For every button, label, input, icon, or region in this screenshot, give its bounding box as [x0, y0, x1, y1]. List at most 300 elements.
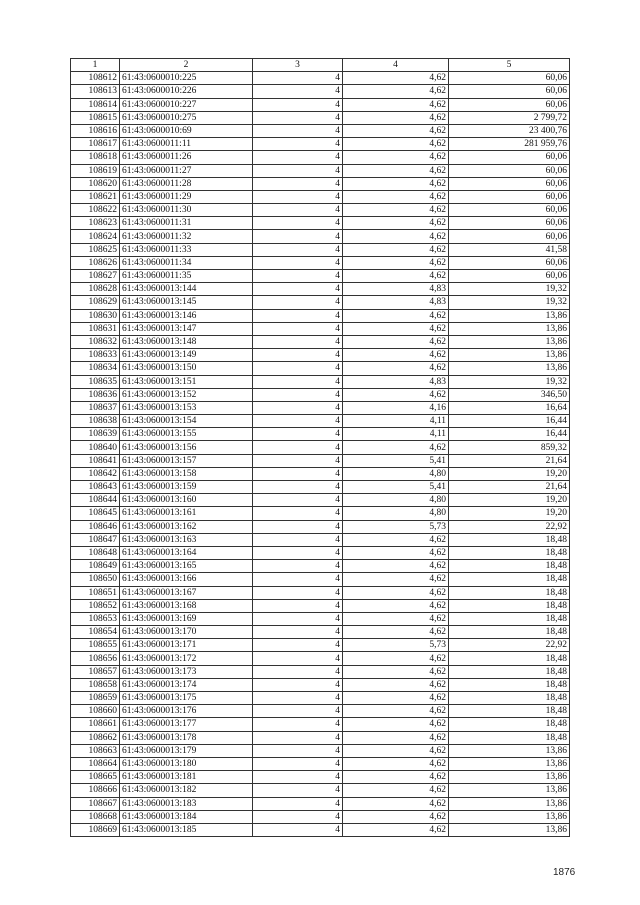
column-4-cell: 4,62: [343, 560, 449, 573]
table-row: [71, 256, 570, 269]
row-number-cell: 108619: [71, 164, 120, 177]
column-4-cell: 4,83: [343, 283, 449, 296]
table-row: [71, 678, 570, 691]
table-row: [71, 757, 570, 770]
table-row: [71, 375, 570, 388]
column-4-cell: 4,62: [343, 243, 449, 256]
column-4-cell: 4,62: [343, 217, 449, 230]
cadastral-number-cell: 61:43:0600013:165: [120, 560, 253, 573]
column-3-cell: 4: [253, 586, 343, 599]
cadastral-number-cell: 61:43:0600013:155: [120, 428, 253, 441]
column-3-cell: 4: [253, 177, 343, 190]
column-3-cell: 4: [253, 124, 343, 137]
cadastral-number-cell: 61:43:0600013:175: [120, 692, 253, 705]
cadastral-number-cell: 61:43:0600011:33: [120, 243, 253, 256]
table-row: [71, 309, 570, 322]
table-row: [71, 151, 570, 164]
cadastral-number-cell: 61:43:0600013:152: [120, 388, 253, 401]
table-row: [71, 612, 570, 625]
column-4-cell: 4,62: [343, 692, 449, 705]
column-3-cell: 4: [253, 388, 343, 401]
table-row: [71, 665, 570, 678]
page-number: 1876: [553, 867, 576, 878]
cadastral-number-cell: 61:43:0600013:173: [120, 665, 253, 678]
table-row: [71, 124, 570, 137]
row-number-cell: 108649: [71, 560, 120, 573]
amount-cell: 18,48: [449, 599, 570, 612]
column-3-cell: 4: [253, 428, 343, 441]
column-4-cell: 4,62: [343, 599, 449, 612]
column-4-cell: 4,62: [343, 256, 449, 269]
amount-cell: 18,48: [449, 626, 570, 639]
column-header-5: 5: [449, 59, 570, 72]
table-row: [71, 731, 570, 744]
column-4-cell: 4,62: [343, 362, 449, 375]
table-row: [71, 573, 570, 586]
cadastral-number-cell: 61:43:0600013:184: [120, 810, 253, 823]
column-3-cell: 4: [253, 718, 343, 731]
column-4-cell: 4,16: [343, 401, 449, 414]
cadastral-number-cell: 61:43:0600013:147: [120, 322, 253, 335]
amount-cell: 19,32: [449, 375, 570, 388]
row-number-cell: 108643: [71, 481, 120, 494]
cadastral-number-cell: 61:43:0600011:35: [120, 270, 253, 283]
row-number-cell: 108624: [71, 230, 120, 243]
amount-cell: 13,86: [449, 349, 570, 362]
table-row: [71, 296, 570, 309]
row-number-cell: 108641: [71, 454, 120, 467]
cadastral-number-cell: 61:43:0600013:168: [120, 599, 253, 612]
cadastral-number-cell: 61:43:0600010:227: [120, 98, 253, 111]
row-number-cell: 108650: [71, 573, 120, 586]
column-4-cell: 4,80: [343, 467, 449, 480]
column-4-cell: 4,62: [343, 111, 449, 124]
column-4-cell: 4,62: [343, 586, 449, 599]
amount-cell: 19,20: [449, 467, 570, 480]
amount-cell: 60,06: [449, 256, 570, 269]
amount-cell: 859,32: [449, 441, 570, 454]
table-row: [71, 190, 570, 203]
cadastral-number-cell: 61:43:0600013:144: [120, 283, 253, 296]
column-header-2: 2: [120, 59, 253, 72]
amount-cell: 13,86: [449, 797, 570, 810]
cadastral-number-cell: 61:43:0600013:180: [120, 757, 253, 770]
row-number-cell: 108642: [71, 467, 120, 480]
amount-cell: 18,48: [449, 678, 570, 691]
cadastral-number-cell: 61:43:0600013:163: [120, 533, 253, 546]
cadastral-number-cell: 61:43:0600013:149: [120, 349, 253, 362]
table-row: [71, 771, 570, 784]
amount-cell: 60,06: [449, 85, 570, 98]
row-number-cell: 108618: [71, 151, 120, 164]
table-row: [71, 72, 570, 85]
cadastral-number-cell: 61:43:0600010:275: [120, 111, 253, 124]
row-number-cell: 108639: [71, 428, 120, 441]
cadastral-number-cell: 61:43:0600013:166: [120, 573, 253, 586]
column-3-cell: 4: [253, 823, 343, 836]
column-3-cell: 4: [253, 494, 343, 507]
column-4-cell: 4,83: [343, 296, 449, 309]
column-3-cell: 4: [253, 138, 343, 151]
column-4-cell: 4,62: [343, 810, 449, 823]
amount-cell: 19,32: [449, 296, 570, 309]
table-row: [71, 270, 570, 283]
table-row: [71, 138, 570, 151]
column-4-cell: 4,62: [343, 151, 449, 164]
cadastral-number-cell: 61:43:0600013:170: [120, 626, 253, 639]
row-number-cell: 108635: [71, 375, 120, 388]
amount-cell: 60,06: [449, 204, 570, 217]
column-3-cell: 4: [253, 507, 343, 520]
column-3-cell: 4: [253, 362, 343, 375]
amount-cell: 18,48: [449, 560, 570, 573]
table-row: [71, 797, 570, 810]
amount-cell: 60,06: [449, 230, 570, 243]
column-4-cell: 4,62: [343, 652, 449, 665]
column-4-cell: 4,11: [343, 428, 449, 441]
row-number-cell: 108659: [71, 692, 120, 705]
table-row: [71, 639, 570, 652]
column-3-cell: 4: [253, 573, 343, 586]
column-4-cell: 4,62: [343, 388, 449, 401]
column-3-cell: 4: [253, 639, 343, 652]
row-number-cell: 108657: [71, 665, 120, 678]
amount-cell: 13,86: [449, 322, 570, 335]
column-4-cell: 4,62: [343, 85, 449, 98]
table-row: [71, 243, 570, 256]
column-3-cell: 4: [253, 256, 343, 269]
cadastral-number-cell: 61:43:0600013:185: [120, 823, 253, 836]
row-number-cell: 108631: [71, 322, 120, 335]
table-body: [71, 72, 570, 837]
column-3-cell: 4: [253, 309, 343, 322]
table-row: [71, 401, 570, 414]
cadastral-number-cell: 61:43:0600011:30: [120, 204, 253, 217]
table-row: [71, 507, 570, 520]
column-3-cell: 4: [253, 217, 343, 230]
amount-cell: 13,86: [449, 309, 570, 322]
column-4-cell: 4,62: [343, 72, 449, 85]
amount-cell: 13,86: [449, 771, 570, 784]
cadastral-number-cell: 61:43:0600013:172: [120, 652, 253, 665]
column-3-cell: 4: [253, 533, 343, 546]
table-row: [71, 322, 570, 335]
row-number-cell: 108647: [71, 533, 120, 546]
row-number-cell: 108640: [71, 441, 120, 454]
column-3-cell: 4: [253, 349, 343, 362]
cadastral-number-cell: 61:43:0600013:161: [120, 507, 253, 520]
row-number-cell: 108621: [71, 190, 120, 203]
amount-cell: 60,06: [449, 177, 570, 190]
table-row: [71, 481, 570, 494]
column-3-cell: 4: [253, 467, 343, 480]
cadastral-number-cell: 61:43:0600013:169: [120, 612, 253, 625]
column-4-cell: 4,62: [343, 441, 449, 454]
amount-cell: 21,64: [449, 481, 570, 494]
amount-cell: 13,86: [449, 757, 570, 770]
amount-cell: 18,48: [449, 718, 570, 731]
table-row: [71, 586, 570, 599]
row-number-cell: 108662: [71, 731, 120, 744]
cadastral-number-cell: 61:43:0600011:29: [120, 190, 253, 203]
table-row: [71, 810, 570, 823]
amount-cell: 60,06: [449, 217, 570, 230]
column-3-cell: 4: [253, 784, 343, 797]
column-3-cell: 4: [253, 204, 343, 217]
amount-cell: 13,86: [449, 744, 570, 757]
column-4-cell: 5,41: [343, 481, 449, 494]
cadastral-number-cell: 61:43:0600011:32: [120, 230, 253, 243]
column-3-cell: 4: [253, 560, 343, 573]
column-3-cell: 4: [253, 98, 343, 111]
column-4-cell: 4,62: [343, 322, 449, 335]
column-4-cell: 4,80: [343, 494, 449, 507]
column-4-cell: 4,62: [343, 573, 449, 586]
table-row: [71, 467, 570, 480]
column-header-4: 4: [343, 59, 449, 72]
table-row: [71, 85, 570, 98]
column-4-cell: 4,62: [343, 309, 449, 322]
cadastral-number-cell: 61:43:0600010:69: [120, 124, 253, 137]
column-4-cell: 4,62: [343, 823, 449, 836]
row-number-cell: 108660: [71, 705, 120, 718]
amount-cell: 13,86: [449, 784, 570, 797]
row-number-cell: 108638: [71, 415, 120, 428]
cadastral-number-cell: 61:43:0600013:179: [120, 744, 253, 757]
amount-cell: 346,50: [449, 388, 570, 401]
row-number-cell: 108622: [71, 204, 120, 217]
column-4-cell: 4,62: [343, 612, 449, 625]
column-3-cell: 4: [253, 454, 343, 467]
column-4-cell: 4,62: [343, 744, 449, 757]
amount-cell: 18,48: [449, 665, 570, 678]
row-number-cell: 108653: [71, 612, 120, 625]
cadastral-number-cell: 61:43:0600013:160: [120, 494, 253, 507]
table-row: [71, 283, 570, 296]
row-number-cell: 108620: [71, 177, 120, 190]
table-row: [71, 230, 570, 243]
amount-cell: 18,48: [449, 692, 570, 705]
row-number-cell: 108665: [71, 771, 120, 784]
column-4-cell: 4,62: [343, 177, 449, 190]
cadastral-number-cell: 61:43:0600013:154: [120, 415, 253, 428]
column-4-cell: 4,62: [343, 705, 449, 718]
amount-cell: 13,86: [449, 335, 570, 348]
amount-cell: 19,20: [449, 494, 570, 507]
row-number-cell: 108669: [71, 823, 120, 836]
amount-cell: 16,64: [449, 401, 570, 414]
row-number-cell: 108654: [71, 626, 120, 639]
row-number-cell: 108632: [71, 335, 120, 348]
column-3-cell: 4: [253, 270, 343, 283]
column-3-cell: 4: [253, 771, 343, 784]
amount-cell: 16,44: [449, 428, 570, 441]
column-3-cell: 4: [253, 111, 343, 124]
cadastral-number-cell: 61:43:0600013:177: [120, 718, 253, 731]
column-4-cell: 4,80: [343, 507, 449, 520]
cadastral-number-cell: 61:43:0600013:183: [120, 797, 253, 810]
row-number-cell: 108651: [71, 586, 120, 599]
cadastral-number-cell: 61:43:0600013:157: [120, 454, 253, 467]
amount-cell: 18,48: [449, 731, 570, 744]
column-3-cell: 4: [253, 797, 343, 810]
column-3-cell: 4: [253, 243, 343, 256]
column-4-cell: 5,41: [343, 454, 449, 467]
column-3-cell: 4: [253, 401, 343, 414]
column-3-cell: 4: [253, 678, 343, 691]
amount-cell: 60,06: [449, 98, 570, 111]
cadastral-number-cell: 61:43:0600013:146: [120, 309, 253, 322]
cadastral-number-cell: 61:43:0600010:226: [120, 85, 253, 98]
amount-cell: 60,06: [449, 151, 570, 164]
column-3-cell: 4: [253, 335, 343, 348]
amount-cell: 18,48: [449, 546, 570, 559]
data-table: [70, 58, 570, 837]
row-number-cell: 108663: [71, 744, 120, 757]
table-row: [71, 388, 570, 401]
cadastral-number-cell: 61:43:0600011:34: [120, 256, 253, 269]
column-4-cell: 4,62: [343, 230, 449, 243]
table-row: [71, 652, 570, 665]
row-number-cell: 108634: [71, 362, 120, 375]
column-4-cell: 4,62: [343, 784, 449, 797]
cadastral-number-cell: 61:43:0600013:167: [120, 586, 253, 599]
amount-cell: 2 799,72: [449, 111, 570, 124]
row-number-cell: 108661: [71, 718, 120, 731]
row-number-cell: 108648: [71, 546, 120, 559]
amount-cell: 18,48: [449, 573, 570, 586]
table-row: [71, 177, 570, 190]
cadastral-number-cell: 61:43:0600011:26: [120, 151, 253, 164]
cadastral-number-cell: 61:43:0600013:159: [120, 481, 253, 494]
column-header-1: 1: [71, 59, 120, 72]
cadastral-number-cell: 61:43:0600013:171: [120, 639, 253, 652]
column-4-cell: 4,62: [343, 757, 449, 770]
table-row: [71, 520, 570, 533]
column-3-cell: 4: [253, 744, 343, 757]
table-row: [71, 428, 570, 441]
column-4-cell: 4,62: [343, 731, 449, 744]
cadastral-number-cell: 61:43:0600013:158: [120, 467, 253, 480]
amount-cell: 60,06: [449, 72, 570, 85]
table-row: [71, 362, 570, 375]
amount-cell: 41,58: [449, 243, 570, 256]
table-row: [71, 415, 570, 428]
column-4-cell: 4,62: [343, 797, 449, 810]
cadastral-number-cell: 61:43:0600013:174: [120, 678, 253, 691]
row-number-cell: 108658: [71, 678, 120, 691]
cadastral-number-cell: 61:43:0600013:182: [120, 784, 253, 797]
table-row: [71, 560, 570, 573]
amount-cell: 18,48: [449, 612, 570, 625]
column-4-cell: 5,73: [343, 520, 449, 533]
column-3-cell: 4: [253, 546, 343, 559]
row-number-cell: 108667: [71, 797, 120, 810]
column-4-cell: 4,62: [343, 349, 449, 362]
column-4-cell: 4,62: [343, 335, 449, 348]
column-4-cell: 4,62: [343, 138, 449, 151]
table-row: [71, 454, 570, 467]
row-number-cell: 108645: [71, 507, 120, 520]
column-4-cell: 4,62: [343, 665, 449, 678]
cadastral-number-cell: 61:43:0600013:145: [120, 296, 253, 309]
cadastral-number-cell: 61:43:0600013:176: [120, 705, 253, 718]
cadastral-number-cell: 61:43:0600011:28: [120, 177, 253, 190]
column-3-cell: 4: [253, 810, 343, 823]
column-3-cell: 4: [253, 375, 343, 388]
cadastral-number-cell: 61:43:0600010:225: [120, 72, 253, 85]
column-4-cell: 4,83: [343, 375, 449, 388]
row-number-cell: 108614: [71, 98, 120, 111]
column-4-cell: 4,62: [343, 626, 449, 639]
column-3-cell: 4: [253, 520, 343, 533]
amount-cell: 18,48: [449, 705, 570, 718]
column-4-cell: 4,62: [343, 164, 449, 177]
column-4-cell: 4,62: [343, 204, 449, 217]
row-number-cell: 108652: [71, 599, 120, 612]
table-row: [71, 626, 570, 639]
column-4-cell: 4,62: [343, 771, 449, 784]
column-3-cell: 4: [253, 415, 343, 428]
cadastral-number-cell: 61:43:0600013:164: [120, 546, 253, 559]
column-3-cell: 4: [253, 85, 343, 98]
row-number-cell: 108636: [71, 388, 120, 401]
amount-cell: 18,48: [449, 533, 570, 546]
table-row: [71, 599, 570, 612]
amount-cell: 23 400,76: [449, 124, 570, 137]
amount-cell: 18,48: [449, 586, 570, 599]
row-number-cell: 108666: [71, 784, 120, 797]
row-number-cell: 108628: [71, 283, 120, 296]
table-row: [71, 217, 570, 230]
table-row: [71, 441, 570, 454]
table-row: [71, 494, 570, 507]
column-4-cell: 4,62: [343, 190, 449, 203]
amount-cell: 60,06: [449, 270, 570, 283]
column-3-cell: 4: [253, 626, 343, 639]
column-3-cell: 4: [253, 612, 343, 625]
amount-cell: 60,06: [449, 164, 570, 177]
row-number-cell: 108664: [71, 757, 120, 770]
row-number-cell: 108637: [71, 401, 120, 414]
row-number-cell: 108630: [71, 309, 120, 322]
cadastral-number-cell: 61:43:0600011:27: [120, 164, 253, 177]
table-row: [71, 349, 570, 362]
column-3-cell: 4: [253, 230, 343, 243]
column-4-cell: 5,73: [343, 639, 449, 652]
table-row: [71, 692, 570, 705]
column-3-cell: 4: [253, 652, 343, 665]
table-row: [71, 533, 570, 546]
row-number-cell: 108626: [71, 256, 120, 269]
row-number-cell: 108612: [71, 72, 120, 85]
column-4-cell: 4,62: [343, 98, 449, 111]
row-number-cell: 108646: [71, 520, 120, 533]
column-3-cell: 4: [253, 164, 343, 177]
cadastral-number-cell: 61:43:0600013:162: [120, 520, 253, 533]
amount-cell: 60,06: [449, 190, 570, 203]
amount-cell: 21,64: [449, 454, 570, 467]
amount-cell: 18,48: [449, 652, 570, 665]
row-number-cell: 108617: [71, 138, 120, 151]
table-row: [71, 546, 570, 559]
cadastral-number-cell: 61:43:0600013:181: [120, 771, 253, 784]
header-row: [71, 59, 570, 72]
row-number-cell: 108625: [71, 243, 120, 256]
column-4-cell: 4,62: [343, 546, 449, 559]
cadastral-number-cell: 61:43:0600011:11: [120, 138, 253, 151]
amount-cell: 19,32: [449, 283, 570, 296]
